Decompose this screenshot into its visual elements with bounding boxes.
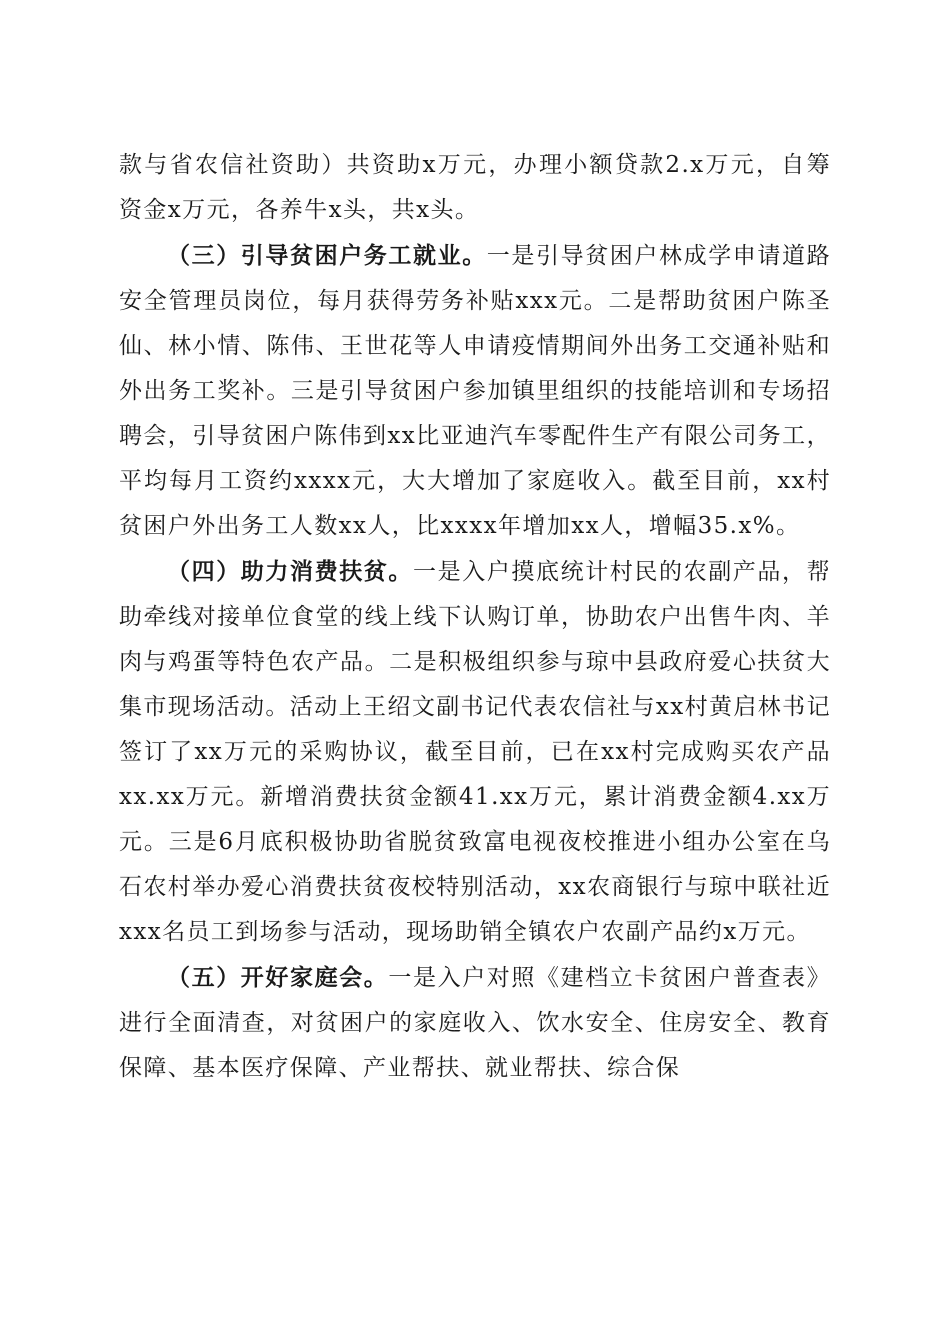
paragraph-continuation — [119, 143, 831, 233]
paragraph-employment — [119, 233, 831, 549]
paragraph-body: 一是引导贫困户林成学申请道路安全管理员岗位，每月获得劳务补贴xxx元。二是帮助贫困户陈圣仙、林小情、陈伟、王世花等人申请疫情期间外出务工交通补贴和外出务工奖补。三是引导贫困户参加镇里组织的技能培训和专场招聘会，引导贫困户陈伟到xx比亚迪汽车零配件生产有限公司务工，平均每月工资约xxxx元，大大增加了家庭收入。截至目前，xx村贫困户外出务工人数xx人，比xxxx年增加xx人，增幅35.x%。 — [119, 243, 831, 539]
section-heading-family-meeting: （五）开好家庭会。 — [167, 964, 389, 991]
document-body — [119, 143, 831, 1091]
paragraph-body: 一是入户摸底统计村民的农副产品，帮助牵线对接单位食堂的线上线下认购订单，协助农户出售牛肉、羊肉与鸡蛋等特色农产品。二是积极组织参与琼中县政府爱心扶贫大集市现场活动。活动上王绍文副书记代表农信社与xx村黄启林书记签订了xx万元的采购协议，截至目前，已在xx村完成购买农产品xx.xx万元。新增消费扶贫金额41.xx万元，累计消费金额4.xx万元。三是6月底积极协助省脱贫致富电视夜校推进小组办公室在乌石农村举办爱心消费扶贫夜校特别活动，xx农商银行与琼中联社近xxx名员工到场参与活动，现场助销全镇农户农副产品约x万元。 — [119, 559, 831, 945]
paragraph-body: 一是入户对照《建档立卡贫困户普查表》进行全面清查，对贫困户的家庭收入、饮水安全、住房安全、教育保障、基本医疗保障、产业帮扶、就业帮扶、综合保 — [119, 965, 831, 1081]
section-heading-consumption: （四）助力消费扶贫。 — [167, 558, 413, 585]
paragraph-consumption — [119, 549, 831, 955]
paragraph-family-meeting — [119, 955, 831, 1091]
section-heading-employment: （三）引导贫困户务工就业。 — [167, 242, 487, 269]
paragraph-body: 款与省农信社资助）共资助x万元，办理小额贷款2.x万元，自筹资金x万元，各养牛x头，共x头。 — [119, 152, 831, 223]
